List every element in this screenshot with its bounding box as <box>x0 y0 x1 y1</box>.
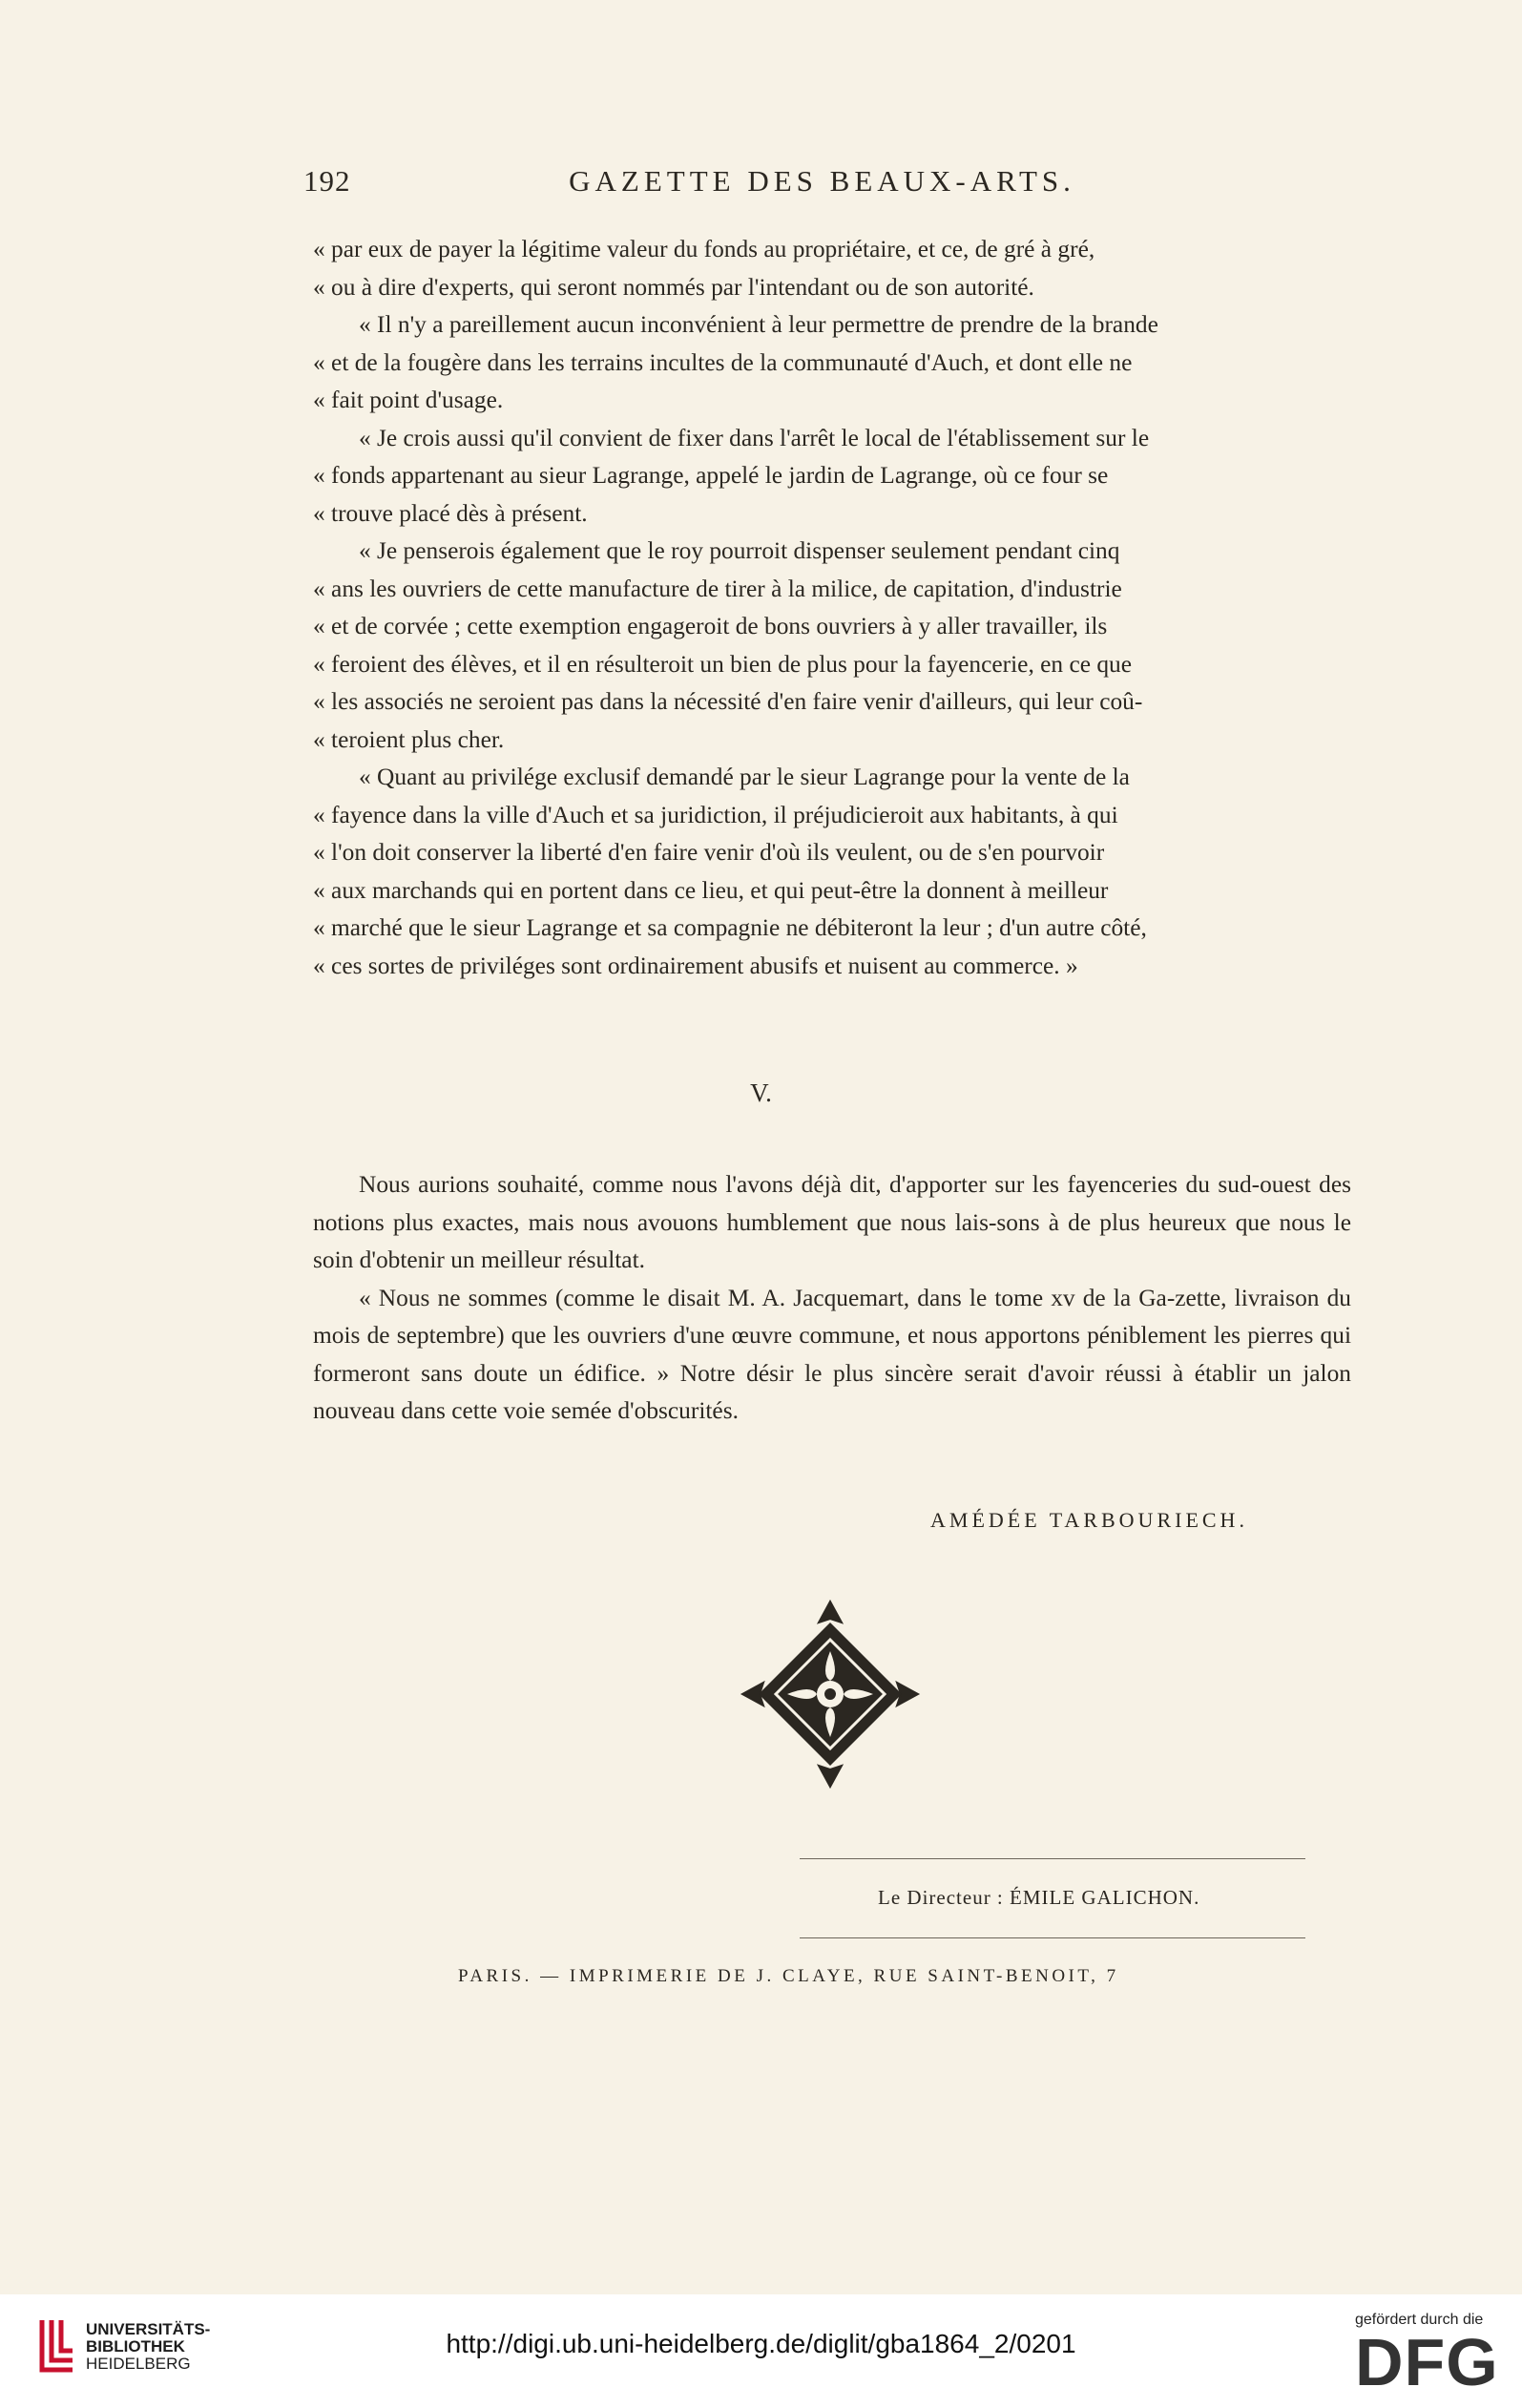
closing-text-block <box>313 1166 1351 1431</box>
text-line: « trouve placé dès à présent. <box>313 499 588 527</box>
director-line: Le Directeur : ÉMILE GALICHON. <box>878 1886 1200 1909</box>
text-line: « fayence dans la ville d'Auch et sa juridiction, il préjudicieroit aux habitants, à qui <box>313 801 1118 828</box>
text-line: « ans les ouvriers de cette manufacture de tirer à la milice, de capitation, d'industrie <box>313 575 1122 602</box>
library-name-line: HEIDELBERG <box>86 2355 191 2373</box>
text-line: « par eux de payer la légitime valeur du fonds au propriétaire, et ce, de gré à gré, <box>313 236 1095 262</box>
text-line: « les associés ne seroient pas dans la nécessité d'en faire venir d'ailleurs, qui leur coû- <box>313 688 1143 715</box>
text-line: « et de la fougère dans les terrains incultes de la communauté d'Auch, et dont elle ne <box>313 348 1133 376</box>
paragraph: Nous aurions souhaité, comme nous l'avons déjà dit, d'apporter sur les fayenceries du sud-ouest des notions plus exactes, mais nous avouons humblement que nous lais-sons à de plus heureux que nous le soin d'obtenir un meilleur résultat. <box>313 1171 1351 1273</box>
text-line: « fait point d'usage. <box>313 387 504 413</box>
library-name-line: UNIVERSITÄTS- <box>86 2320 211 2338</box>
text-line: « marché que le sieur Lagrange et sa compagnie ne débiteront la leur ; d'un autre côté, <box>313 914 1147 941</box>
permalink-url[interactable]: http://digi.ub.uni-heidelberg.de/diglit/gba1864_2/0201 <box>446 2329 1076 2358</box>
running-title: GAZETTE DES BEAUX-ARTS. <box>569 164 1075 198</box>
imprint-line: PARIS. — IMPRIMERIE DE J. CLAYE, RUE SAINT-BENOIT, 7 <box>458 1966 1119 1986</box>
fleuron-ornament-icon <box>735 1594 926 1794</box>
funder-caption: gefördert durch die <box>1355 2312 1484 2328</box>
text-line: « l'on doit conserver la liberté d'en faire venir d'où ils veulent, ou de s'en pourvoir <box>313 839 1105 866</box>
paragraph <box>313 231 1351 306</box>
text-line: « ces sortes de priviléges sont ordinairement abusifs et nuisent au commerce. » <box>313 952 1078 979</box>
page-number: 192 <box>303 164 351 198</box>
paragraph <box>313 420 1351 534</box>
paragraph <box>313 306 1351 420</box>
paragraph <box>313 759 1351 985</box>
text-line: « teroient plus cher. <box>313 725 505 753</box>
text-line: « et de corvée ; cette exemption engageroit de bons ouvriers à y aller travailler, ils <box>313 613 1108 639</box>
dfg-logo: DFG <box>1355 2325 1499 2399</box>
section-number: V. <box>750 1078 772 1107</box>
paragraph: « Nous ne sommes (comme le disait M. A. Jacquemart, dans le tome xv de la Ga-zette, livraison du mois de septembre) que les ouvriers d'une œuvre commune, et nous apportons péniblement les pierres qui formeront sans doute un édifice. » Notre désir le plus sincère serait d'avoir réussi à établir un jalon nouveau dans cette voie semée d'obscurités. <box>313 1284 1351 1424</box>
quoted-text-block <box>313 231 1351 985</box>
text-line: « feroient des élèves, et il en résulteroit un bien de plus pour la fayencerie, en ce que <box>313 650 1133 678</box>
text-line: « fonds appartenant au sieur Lagrange, appelé le jardin de Lagrange, où ce four se <box>313 462 1109 489</box>
rule-line <box>800 1937 1305 1938</box>
text-line: « Il n'y a pareillement aucun inconvénient à leur permettre de prendre de la brande <box>359 311 1158 338</box>
library-name-line: BIBLIOTHEK <box>86 2337 185 2356</box>
text-line: « Quant au privilége exclusif demandé par le sieur Lagrange pour la vente de la <box>359 764 1130 790</box>
paragraph <box>313 533 1351 759</box>
text-line: « ou à dire d'experts, qui seront nommés par l'intendant ou de son autorité. <box>313 273 1034 301</box>
author-signature: AMÉDÉE TARBOURIECH. <box>930 1508 1248 1532</box>
text-line: « Je crois aussi qu'il convient de fixer dans l'arrêt le local de l'établissement sur le <box>359 424 1150 451</box>
text-line: « Je penserois également que le roy pourroit dispenser seulement pendant cinq <box>359 537 1120 564</box>
text-line: « aux marchands qui en portent dans ce lieu, et qui peut-être la donnent à meilleur <box>313 876 1109 904</box>
rule-line <box>800 1858 1305 1859</box>
